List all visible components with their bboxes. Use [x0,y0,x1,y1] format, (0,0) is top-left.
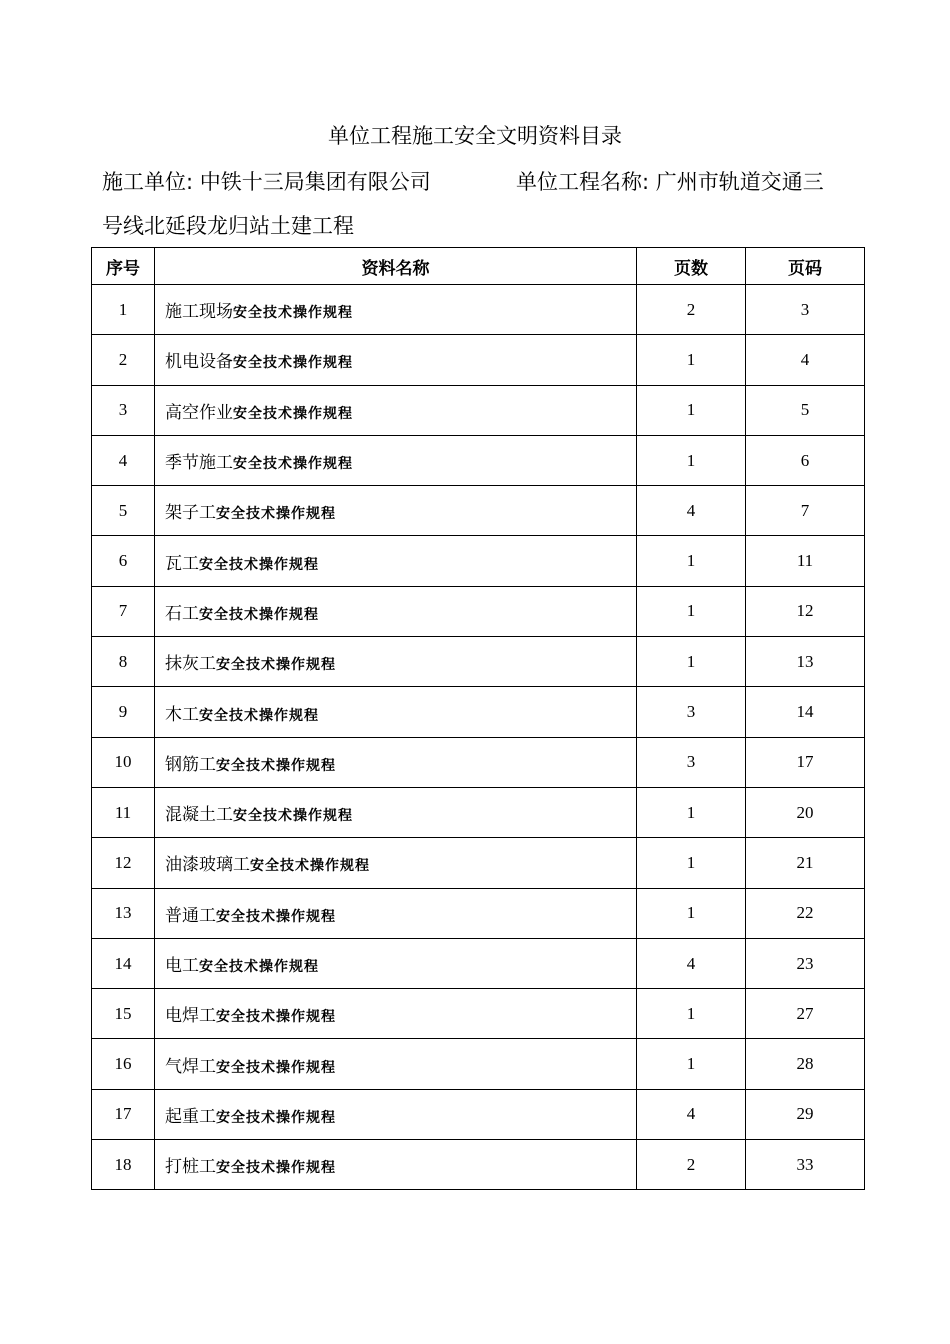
document-suffix: 安全技术操作规程 [216,908,336,925]
cell-serial: 9 [92,687,155,737]
document-subject: 架子工 [165,503,216,524]
document-subject: 打桩工 [165,1157,216,1178]
document-suffix: 安全技术操作规程 [233,355,353,372]
cell-page-number: 6 [746,435,865,485]
cell-page-count: 2 [637,1140,746,1190]
table-row [92,787,865,837]
table-row [92,435,865,485]
cell-document-name [155,1140,637,1190]
cell-page-count: 1 [637,1039,746,1089]
table-row [92,1039,865,1089]
cell-document-name [155,586,637,636]
document-suffix: 安全技术操作规程 [199,707,319,724]
cell-page-count: 1 [637,989,746,1039]
cell-page-count: 4 [637,938,746,988]
document-subject: 高空作业 [165,402,233,423]
cell-page-count: 4 [637,486,746,536]
table-row [92,1140,865,1190]
cell-page-count: 1 [637,536,746,586]
cell-document-name [155,888,637,938]
cell-page-number: 33 [746,1140,865,1190]
cell-page-count: 1 [637,888,746,938]
document-suffix: 安全技术操作规程 [233,405,353,422]
cell-serial: 6 [92,536,155,586]
header-serial: 序号 [92,248,155,285]
cell-page-number: 13 [746,637,865,687]
document-subject: 木工 [165,704,199,725]
cell-document-name [155,1039,637,1089]
table-row [92,888,865,938]
cell-page-number: 27 [746,989,865,1039]
cell-serial: 1 [92,285,155,335]
cell-page-count: 1 [637,637,746,687]
cell-serial: 8 [92,637,155,687]
table-row [92,586,865,636]
document-subject: 气焊工 [165,1056,216,1077]
cell-serial: 12 [92,838,155,888]
cell-page-number: 11 [746,536,865,586]
document-subject: 起重工 [165,1106,216,1127]
document-suffix: 安全技术操作规程 [233,456,353,473]
cell-document-name [155,637,637,687]
table-row [92,989,865,1039]
cell-serial: 4 [92,435,155,485]
cell-page-number: 12 [746,586,865,636]
cell-serial: 18 [92,1140,155,1190]
document-subject: 施工现场 [165,302,233,323]
table-row [92,486,865,536]
document-suffix: 安全技术操作规程 [216,657,336,674]
cell-page-number: 21 [746,838,865,888]
cell-document-name [155,335,637,385]
cell-page-count: 3 [637,737,746,787]
cell-page-number: 23 [746,938,865,988]
cell-page-number: 29 [746,1089,865,1139]
cell-page-count: 4 [637,1089,746,1139]
cell-document-name [155,486,637,536]
project-name: 单位工程名称: 广州市轨道交通三 [516,170,824,194]
cell-document-name [155,989,637,1039]
table-row [92,687,865,737]
header-page-number: 页码 [746,248,865,285]
cell-document-name [155,737,637,787]
document-suffix: 安全技术操作规程 [199,556,319,573]
document-suffix: 安全技术操作规程 [216,1059,336,1076]
cell-serial: 10 [92,737,155,787]
cell-document-name [155,938,637,988]
document-subject: 电焊工 [165,1006,216,1027]
document-suffix: 安全技术操作规程 [233,808,353,825]
document-suffix: 安全技术操作规程 [199,959,319,975]
construction-unit: 施工单位: 中铁十三局集团有限公司 [102,170,431,194]
table-row [92,838,865,888]
table-row [92,385,865,435]
cell-page-number: 14 [746,687,865,737]
document-suffix: 安全技术操作规程 [250,858,370,875]
document-subject: 季节施工 [165,453,233,474]
table-row [92,1089,865,1139]
project-name-continued: 号线北延段龙归站土建工程 [102,214,354,238]
cell-document-name [155,787,637,837]
cell-serial: 11 [92,787,155,837]
cell-serial: 13 [92,888,155,938]
cell-page-count: 1 [637,586,746,636]
document-suffix: 安全技术操作规程 [233,305,353,322]
header-document-name: 资料名称 [155,248,637,285]
document-subject: 钢筋工 [165,754,216,775]
catalog-table [91,247,865,1190]
table-body [92,285,865,1190]
cell-page-number: 5 [746,385,865,435]
cell-serial: 14 [92,938,155,988]
cell-page-count: 2 [637,285,746,335]
document-subject: 油漆玻璃工 [165,855,250,876]
cell-document-name [155,285,637,335]
cell-document-name [155,536,637,586]
document-subject: 抹灰工 [165,654,216,675]
document-suffix: 安全技术操作规程 [216,757,336,774]
cell-document-name [155,435,637,485]
document-subject: 机电设备 [165,352,233,373]
table-row [92,285,865,335]
document-subject: 普通工 [165,905,216,926]
table-row [92,737,865,787]
table-header-row [92,248,865,285]
document-suffix: 安全技术操作规程 [199,606,319,623]
cell-page-number: 17 [746,737,865,787]
cell-serial: 16 [92,1039,155,1089]
cell-serial: 7 [92,586,155,636]
cell-document-name [155,838,637,888]
cell-page-count: 1 [637,435,746,485]
cell-page-count: 1 [637,385,746,435]
cell-page-count: 1 [637,335,746,385]
cell-page-number: 3 [746,285,865,335]
cell-serial: 15 [92,989,155,1039]
cell-page-number: 4 [746,335,865,385]
cell-document-name [155,1089,637,1139]
cell-serial: 17 [92,1089,155,1139]
document-suffix: 安全技术操作规程 [216,1160,336,1177]
cell-serial: 5 [92,486,155,536]
table-row [92,335,865,385]
page-title: 单位工程施工安全文明资料目录 [328,124,622,148]
cell-serial: 2 [92,335,155,385]
cell-page-count: 3 [637,687,746,737]
table-row [92,637,865,687]
cell-page-number: 20 [746,787,865,837]
cell-document-name [155,385,637,435]
cell-page-count: 1 [637,838,746,888]
document-suffix: 安全技术操作规程 [216,1109,336,1126]
cell-page-number: 22 [746,888,865,938]
cell-document-name [155,687,637,737]
cell-serial: 3 [92,385,155,435]
cell-page-count: 1 [637,787,746,837]
project-info-line [102,166,872,196]
table-row [92,536,865,586]
header-page-count: 页数 [637,248,746,285]
cell-page-number: 7 [746,486,865,536]
table-row [92,938,865,988]
document-suffix: 安全技术操作规程 [216,1009,336,1026]
document-subject: 瓦工 [165,553,199,574]
document-suffix: 安全技术操作规程 [216,506,336,523]
cell-page-number: 28 [746,1039,865,1089]
document-subject: 混凝土工 [165,805,233,826]
document-subject: 石工 [165,603,199,624]
document-subject: 电工 [165,956,199,976]
